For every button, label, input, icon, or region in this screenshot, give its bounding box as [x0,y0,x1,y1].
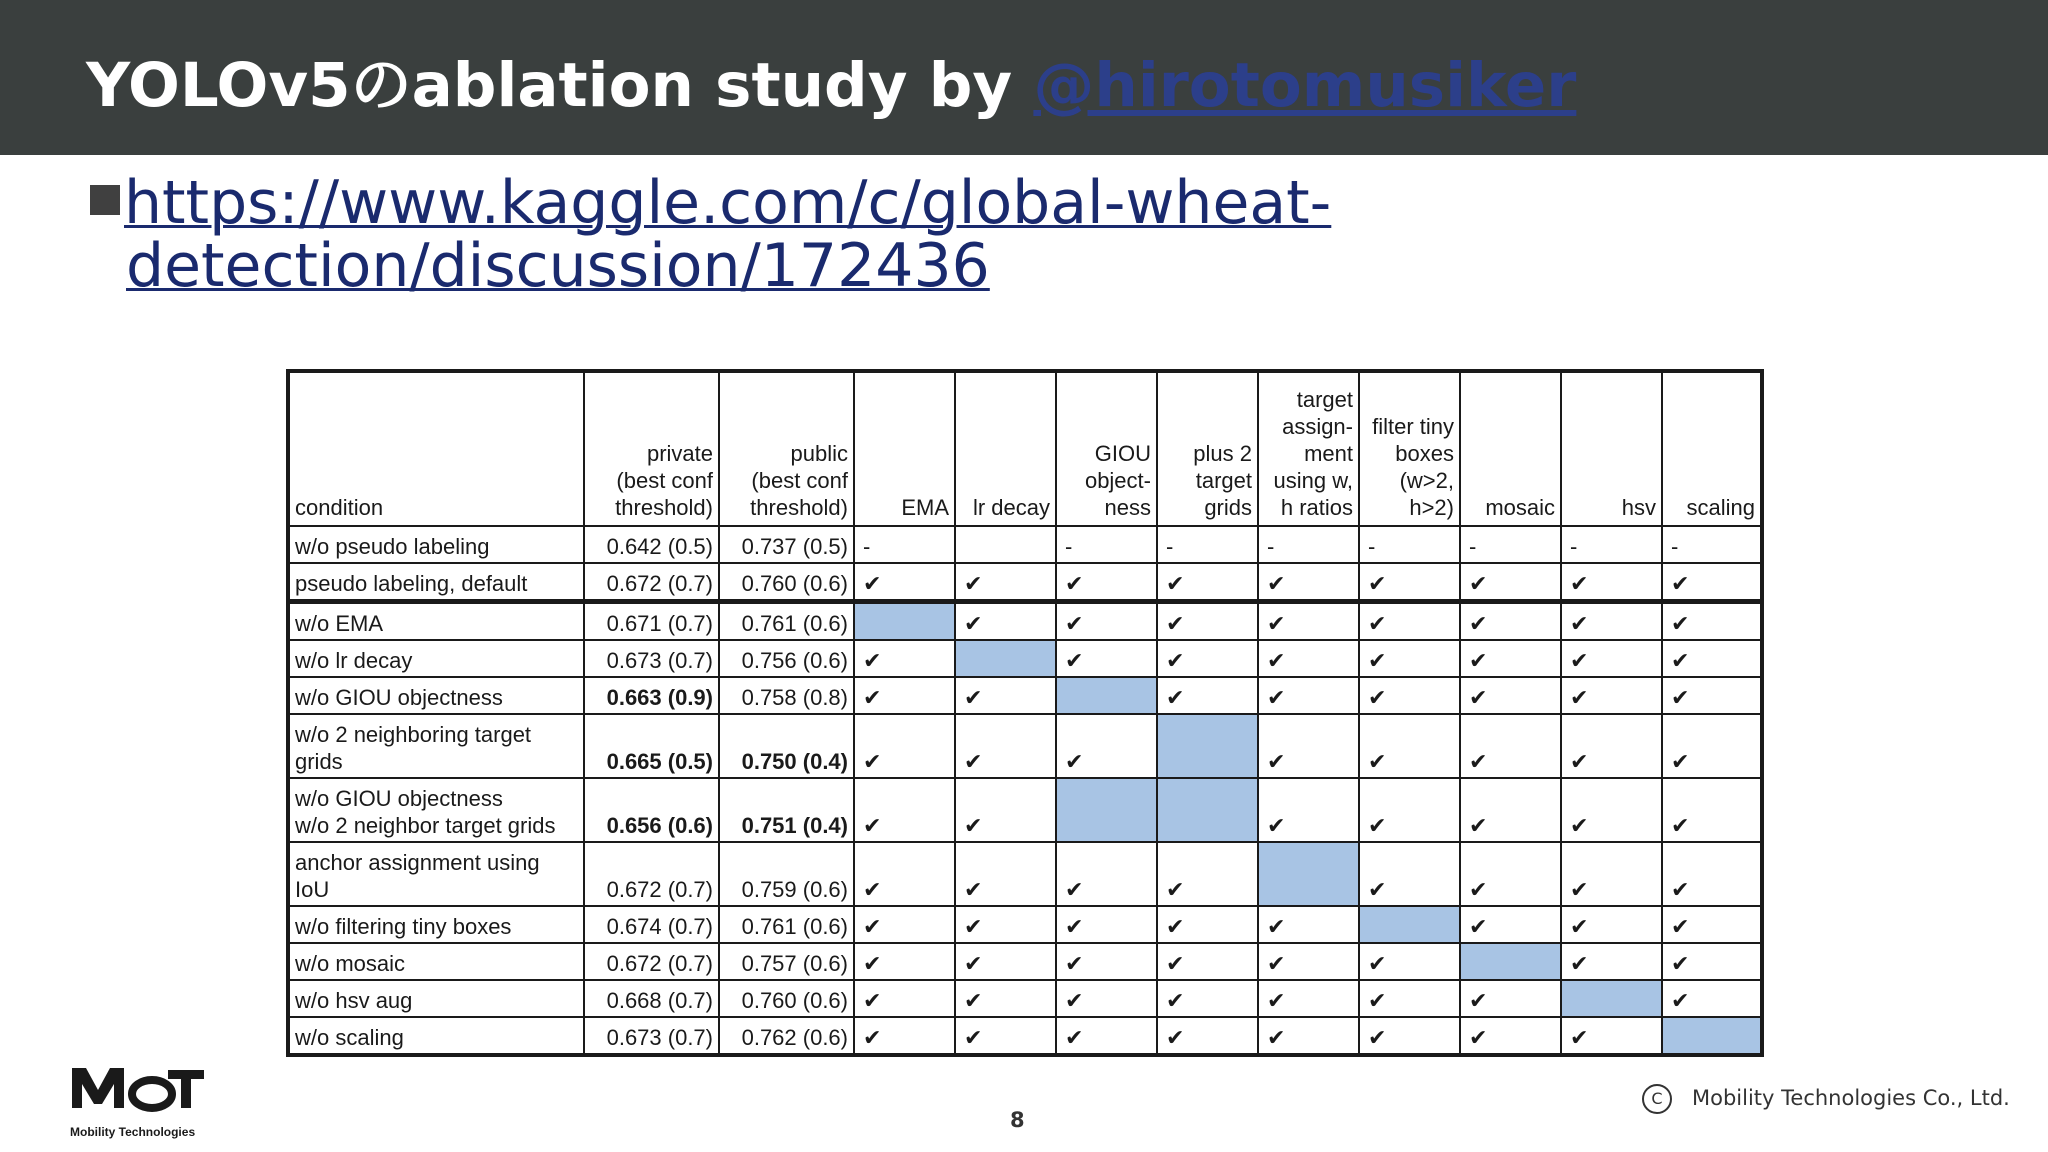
private-score-cell: 0.672 (0.7) [584,842,719,906]
condition-cell [288,943,584,980]
header-line: boxes [1395,441,1454,466]
header-line: ness [1104,495,1151,520]
check-cell: ✔ [1056,563,1157,602]
header-line [1062,386,1151,413]
check-cell [955,526,1056,563]
kaggle-link-line1[interactable]: https://www.kaggle.com/c/global-wheat- [124,168,1332,238]
check-cell: ✔ [1662,714,1762,778]
check-cell: ✔ [1359,640,1460,677]
public-score-cell: 0.758 (0.8) [719,677,854,714]
condition-label-cont: w/o 2 neighbor target grids [295,813,556,838]
header-line: grids [1204,495,1252,520]
header-line: condition [295,495,384,520]
header-line [961,440,1050,467]
header-line [1668,386,1755,413]
header-line [860,440,949,467]
condition-cell [288,1017,584,1055]
check-cell: ✔ [1662,563,1762,602]
header-line [1567,467,1656,494]
header-line [1668,440,1755,467]
condition-label: w/o scaling [295,1025,404,1050]
table-row [288,640,1762,677]
condition-label: w/o lr decay [295,648,413,673]
public-score-cell: 0.761 (0.6) [719,602,854,641]
check-cell: ✔ [955,943,1056,980]
header-line: (best conf [751,468,848,493]
check-cell: - [1157,526,1258,563]
private-score-cell: 0.672 (0.7) [584,563,719,602]
header-line: EMA [901,495,949,520]
condition-cell [288,563,584,602]
check-cell: ✔ [1258,714,1359,778]
header-line [860,386,949,413]
condition-label-cont: grids [295,749,343,774]
check-cell: ✔ [1157,677,1258,714]
check-cell: - [854,526,955,563]
table-row [288,1017,1762,1055]
header-line: threshold) [615,495,713,520]
public-score-cell: 0.760 (0.6) [719,563,854,602]
ablation-table-container [286,369,1760,1057]
check-cell: ✔ [1359,714,1460,778]
slide-title [86,52,1576,119]
check-cell: ✔ [1056,640,1157,677]
check-cell: ✔ [1561,906,1662,943]
check-cell: - [1662,526,1762,563]
header-line [590,413,713,440]
check-cell: ✔ [1662,906,1762,943]
condition-cell [288,640,584,677]
header-line [1668,413,1755,440]
header-line [1567,413,1656,440]
header-line: target [1195,468,1252,493]
check-cell: ✔ [1258,906,1359,943]
check-cell: ✔ [1056,602,1157,641]
check-cell: ✔ [1561,778,1662,842]
header-line: threshold) [750,495,848,520]
check-cell: ✔ [955,677,1056,714]
check-cell: ✔ [1460,778,1561,842]
check-cell: ✔ [1662,677,1762,714]
condition-cell [288,602,584,641]
check-cell: - [1056,526,1157,563]
check-cell: ✔ [1561,842,1662,906]
table-body [288,526,1762,1055]
table-row [288,943,1762,980]
header-line: filter tiny [1372,414,1454,439]
private-score-cell: 0.671 (0.7) [584,602,719,641]
header-line [1466,386,1555,413]
check-cell: ✔ [1157,906,1258,943]
check-cell: ✔ [1157,980,1258,1017]
condition-label: w/o mosaic [295,951,406,976]
header-line [961,386,1050,413]
header-line: (best conf [616,468,713,493]
header-line: public [790,441,848,466]
public-score-cell: 0.750 (0.4) [719,714,854,778]
header-line: using w, [1273,468,1353,493]
header-line [961,413,1050,440]
check-cell: ✔ [1460,1017,1561,1055]
condition-cell [288,842,584,906]
table-row [288,906,1762,943]
ablated-cell [854,602,955,641]
table-row [288,842,1762,906]
check-cell: ✔ [1662,602,1762,641]
ablated-cell [1157,714,1258,778]
condition-label: w/o hsv aug [295,988,413,1013]
author-link[interactable]: @hirotomusiker [1033,50,1577,121]
check-cell: ✔ [1258,1017,1359,1055]
check-cell: ✔ [1561,640,1662,677]
public-score-cell: 0.737 (0.5) [719,526,854,563]
check-cell: ✔ [1460,906,1561,943]
column-header [719,371,854,526]
check-cell: ✔ [1460,714,1561,778]
check-cell: ✔ [1056,943,1157,980]
check-cell: ✔ [854,906,955,943]
check-cell: ✔ [1662,842,1762,906]
logo-caption: Mobility Technologies [70,1125,196,1139]
table-row [288,778,1762,842]
check-cell: ✔ [854,1017,955,1055]
private-score-cell: 0.673 (0.7) [584,640,719,677]
condition-label-cont: IoU [295,877,330,902]
header-line [1668,467,1755,494]
check-cell: ✔ [1460,980,1561,1017]
public-score-cell: 0.762 (0.6) [719,1017,854,1055]
bullet-item [90,168,1332,301]
check-cell: ✔ [955,714,1056,778]
private-score-cell: 0.668 (0.7) [584,980,719,1017]
check-cell: ✔ [955,1017,1056,1055]
check-cell: ✔ [1056,906,1157,943]
table-row [288,526,1762,563]
check-cell: ✔ [854,563,955,602]
check-cell: ✔ [1561,602,1662,641]
check-cell: ✔ [1359,943,1460,980]
private-score-cell: 0.665 (0.5) [584,714,719,778]
check-cell: ✔ [1258,640,1359,677]
condition-label: w/o filtering tiny boxes [295,914,512,939]
copyright-text: Mobility Technologies Co., Ltd. [1692,1086,2010,1110]
header-line [1466,413,1555,440]
check-cell: ✔ [1157,602,1258,641]
table-row [288,602,1762,641]
column-header [1662,371,1762,526]
header-line [1567,440,1656,467]
square-bullet-icon [90,185,120,215]
table-row [288,980,1762,1017]
check-cell: ✔ [1460,677,1561,714]
check-cell: ✔ [854,980,955,1017]
condition-label: w/o GIOU objectness [295,685,503,710]
check-cell: ✔ [854,714,955,778]
ablated-cell [1056,677,1157,714]
check-cell: ✔ [854,943,955,980]
check-cell: ✔ [1460,842,1561,906]
column-header [1258,371,1359,526]
header-line [1567,386,1656,413]
check-cell: ✔ [1359,1017,1460,1055]
title-text: YOLOv5のablation study by [86,50,1034,121]
check-cell: ✔ [1561,677,1662,714]
check-cell: ✔ [955,602,1056,641]
condition-label: w/o pseudo labeling [295,534,490,559]
header-line: object- [1084,468,1151,493]
ablated-cell [955,640,1056,677]
condition-label: anchor assignment using [295,850,540,875]
check-cell: ✔ [1258,677,1359,714]
column-header [1561,371,1662,526]
condition-cell [288,526,584,563]
ablated-cell [1460,943,1561,980]
ablated-cell [1258,842,1359,906]
header-line [860,467,949,494]
header-line [1466,467,1555,494]
header-line: ment [1304,441,1353,466]
header-line: h ratios [1280,495,1353,520]
copyright [1642,1084,2010,1114]
check-cell: ✔ [1359,778,1460,842]
table-row [288,677,1762,714]
public-score-cell: 0.751 (0.4) [719,778,854,842]
check-cell: ✔ [1662,943,1762,980]
check-cell: ✔ [955,980,1056,1017]
check-cell: - [1258,526,1359,563]
check-cell: ✔ [1258,602,1359,641]
check-cell: ✔ [854,778,955,842]
check-cell: ✔ [1157,563,1258,602]
check-cell: ✔ [1056,714,1157,778]
check-cell: ✔ [1359,602,1460,641]
header-line [295,386,578,413]
header-line [590,386,713,413]
condition-cell [288,714,584,778]
ablated-cell [1056,778,1157,842]
check-cell: - [1359,526,1460,563]
check-cell: ✔ [1157,842,1258,906]
ablated-cell [1157,778,1258,842]
condition-label: w/o 2 neighboring target [295,722,532,747]
private-score-cell: 0.642 (0.5) [584,526,719,563]
public-score-cell: 0.759 (0.6) [719,842,854,906]
public-score-cell: 0.757 (0.6) [719,943,854,980]
check-cell: ✔ [955,778,1056,842]
check-cell: ✔ [1460,563,1561,602]
check-cell: ✔ [854,677,955,714]
header-line [725,386,848,413]
check-cell: ✔ [854,640,955,677]
header-line [1163,413,1252,440]
table-row [288,714,1762,778]
check-cell: ✔ [1561,714,1662,778]
check-cell: ✔ [1662,980,1762,1017]
header-line: target [1296,387,1353,412]
column-header [1157,371,1258,526]
check-cell: ✔ [1056,980,1157,1017]
header-line [860,413,949,440]
page-number: 8 [1010,1108,1025,1132]
header-line [295,413,578,440]
check-cell: ✔ [1561,1017,1662,1055]
check-cell: ✔ [1662,640,1762,677]
header-line [725,413,848,440]
check-cell: ✔ [1157,640,1258,677]
public-score-cell: 0.760 (0.6) [719,980,854,1017]
check-cell: ✔ [1157,1017,1258,1055]
header-line [961,467,1050,494]
check-cell: ✔ [1056,1017,1157,1055]
check-cell: ✔ [1561,563,1662,602]
column-header [854,371,955,526]
header-line [295,440,578,467]
column-header [1460,371,1561,526]
header-line: lr decay [972,495,1050,520]
ablated-cell [1662,1017,1762,1055]
column-header [1056,371,1157,526]
check-cell: ✔ [1258,943,1359,980]
check-cell: ✔ [1359,677,1460,714]
header-line: h>2) [1409,495,1454,520]
check-cell: ✔ [1359,842,1460,906]
header-line [1365,386,1454,413]
check-cell: ✔ [854,842,955,906]
condition-cell [288,906,584,943]
condition-cell [288,980,584,1017]
check-cell: - [1561,526,1662,563]
condition-cell [288,778,584,842]
check-cell: ✔ [1662,778,1762,842]
private-score-cell: 0.663 (0.9) [584,677,719,714]
check-cell: ✔ [1359,980,1460,1017]
header-line: (w>2, [1399,468,1454,493]
ablation-table [286,369,1764,1057]
check-cell: ✔ [1056,842,1157,906]
header-line [295,467,578,494]
check-cell: ✔ [955,563,1056,602]
kaggle-link-line2[interactable]: detection/discussion/172436 [126,231,990,301]
header-line [1163,386,1252,413]
condition-label: w/o EMA [295,611,384,636]
check-cell: ✔ [1561,943,1662,980]
check-cell: ✔ [955,842,1056,906]
header-line: mosaic [1485,495,1555,520]
ablated-cell [1561,980,1662,1017]
private-score-cell: 0.656 (0.6) [584,778,719,842]
check-cell: ✔ [1258,778,1359,842]
condition-cell [288,677,584,714]
condition-label: pseudo labeling, default [295,571,528,596]
header-line [1062,413,1151,440]
column-header [955,371,1056,526]
column-header [288,371,584,526]
table-header-row [288,371,1762,526]
header-line: assign- [1282,414,1353,439]
public-score-cell: 0.756 (0.6) [719,640,854,677]
table-row [288,563,1762,602]
column-header [1359,371,1460,526]
check-cell: ✔ [955,906,1056,943]
header-line: private [646,441,713,466]
header-line [1466,440,1555,467]
column-header [584,371,719,526]
private-score-cell: 0.672 (0.7) [584,943,719,980]
check-cell: ✔ [1460,602,1561,641]
check-cell: ✔ [1157,943,1258,980]
private-score-cell: 0.674 (0.7) [584,906,719,943]
copyright-icon: C [1642,1084,1672,1114]
check-cell: ✔ [1460,640,1561,677]
check-cell: - [1460,526,1561,563]
ablated-cell [1359,906,1460,943]
public-score-cell: 0.761 (0.6) [719,906,854,943]
check-cell: ✔ [1359,563,1460,602]
header-line: plus 2 [1193,441,1252,466]
header-line: scaling [1686,495,1755,520]
header-line: GIOU [1094,441,1151,466]
check-cell: ✔ [1258,980,1359,1017]
private-score-cell: 0.673 (0.7) [584,1017,719,1055]
condition-label: w/o GIOU objectness [295,786,503,811]
header-line: hsv [1621,495,1656,520]
check-cell: ✔ [1258,563,1359,602]
